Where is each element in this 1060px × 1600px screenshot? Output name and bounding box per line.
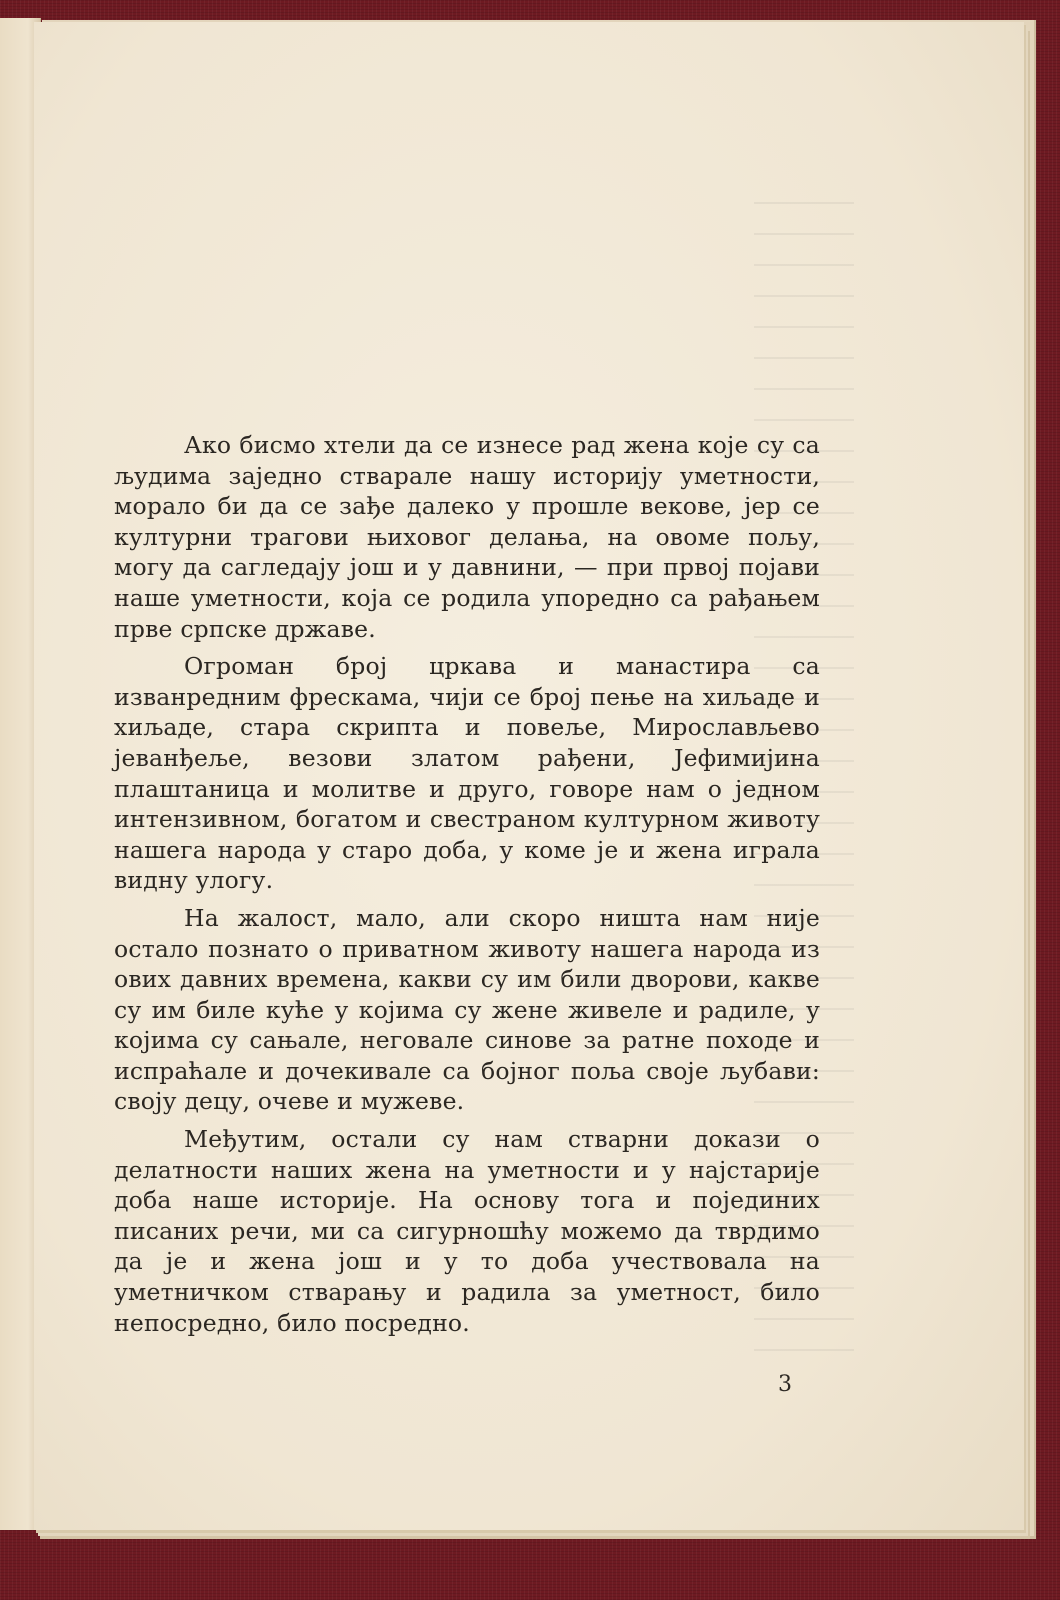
page-number: 3 <box>778 1372 792 1397</box>
body-text <box>114 430 820 1345</box>
paragraph-3: На жалост, мало, али скоро ништа нам није остало познато о приватном животу нашега народа из ових давних времена, какви су им били дворови, какве су им биле куће у којима су жене живеле и радиле, у којима су сањале, неговале синове за ратне походе и испраћале и дочекивале са бојног поља своје љубави: своју децу, очеве и мужеве. <box>114 903 820 1116</box>
paragraph-4: Међутим, остали су нам стварни докази о делатности наших жена на уметности и у најстарије доба наше историје. На основу тога и појединих писаних речи, ми са сигурношћу можемо да тврдимо да је и жена још и у то доба учествовала на уметничком стварању и радила за уметност, било непосредно, било посредно. <box>114 1125 820 1337</box>
paragraph-1: Ако бисмо хтели да се изнесе рад жена које су са људима заједно стварале нашу историју уметности, морало би да се зађе далеко у прошле векове, јер се културни трагови њиховог делања, на овоме пољу, могу да сагледају још и у давнини, — при првој појави наше уметности, која се родила упоредно са рађањем прве српске државе. <box>114 431 820 643</box>
book-page <box>34 22 1024 1530</box>
paragraph-2: Огроман број цркава и манастира са изванредним фрескама, чији се број пење на хиљаде и хиљаде, стара скрипта и повеље, Мирослављево јеванђеље, везови златом рађени, Јефимијина плаштаница и молитве и друго, говоре нам о једном интензивном, богатом и свестраном културном животу нашега народа у старо доба, у коме је и жена играла видну улогу. <box>114 652 820 895</box>
